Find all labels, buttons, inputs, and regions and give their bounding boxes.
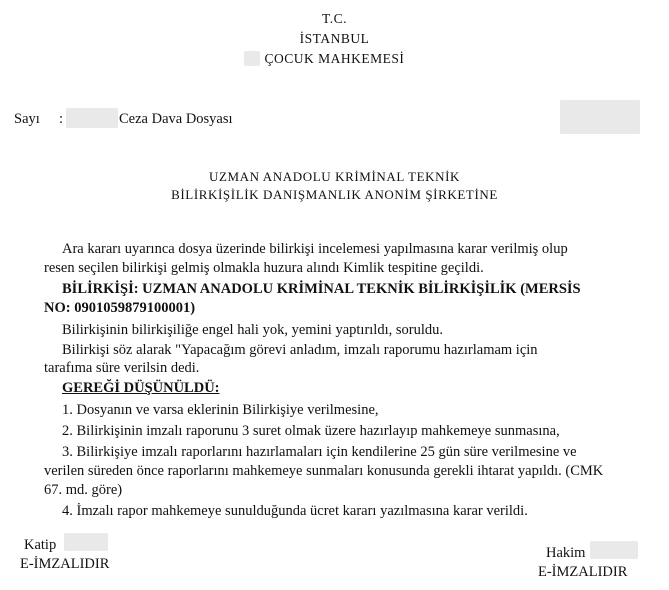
decision-item-3-line1: 3. Bilirkişiye imzalı raporlarını hazırlamaları için kendilerine 25 gün süre verilmesine ve <box>62 444 577 460</box>
reference-separator: : <box>59 111 64 127</box>
redacted-block <box>66 108 118 128</box>
header-tc: T.C. <box>322 11 347 26</box>
redacted-block <box>560 100 640 134</box>
intro-line2: resen seçilen bilirkişi gelmiş olmakla huzura alındı Kimlik tespitine geçildi. <box>44 260 484 276</box>
statement-line2: tarafıma süre verilsin dedi. <box>44 360 200 376</box>
clerk-signature: E-İMZALIDIR <box>20 556 110 572</box>
reference-text: Ceza Dava Dosyası <box>119 111 233 127</box>
decision-item-3-line2: verilen süreden önce raporlarını mahkemeye sunmaları konusunda gerekli ihtarat yapıldı. (CMK <box>44 463 604 479</box>
judge-title: Hakim <box>546 545 586 561</box>
header-court: ÇOCUK MAHKEMESİ <box>264 51 405 66</box>
intro-line1: Ara kararı uyarınca dosya üzerinde bilirkişi incelemesi yapılmasına karar verilmiş olup <box>62 241 568 257</box>
statement-line1: Bilirkişi söz alarak "Yapacağım görevi anladım, imzalı raporumu hazırlamam için <box>62 342 538 358</box>
decision-item-4: 4. İmzalı rapor mahkemeye sunulduğunda ücret kararı yazılmasına karar verildi. <box>62 503 528 519</box>
decision-item-2: 2. Bilirkişinin imzalı raporunu 3 suret olmak üzere hazırlayıp mahkemeye sunmasına, <box>62 423 560 439</box>
expert-line1: BİLİRKİŞİ: UZMAN ANADOLU KRİMİNAL TEKNİK BİLİRKİŞİLİK (MERSİS <box>62 281 581 297</box>
reference-label: Sayı <box>14 111 40 127</box>
decision-heading: GEREĞİ DÜŞÜNÜLDÜ: <box>62 380 220 396</box>
addressee-line1: UZMAN ANADOLU KRİMİNAL TEKNİK <box>208 169 461 184</box>
judge-signature: E-İMZALIDIR <box>538 564 628 580</box>
header-city: İSTANBUL <box>299 31 370 46</box>
redacted-block <box>64 533 108 551</box>
decision-item-3-line3: 67. md. göre) <box>44 482 123 498</box>
clerk-title: Katip <box>24 537 57 553</box>
redacted-block <box>590 541 638 559</box>
addressee-line2: BİLİRKİŞİLİK DANIŞMANLIK ANONİM ŞİRKETİNE <box>171 187 498 202</box>
decision-item-1: 1. Dosyanın ve varsa eklerinin Bilirkişiye verilmesine, <box>62 402 379 418</box>
oath-text: Bilirkişinin bilirkişiliğe engel hali yok, yemini yaptırıldı, soruldu. <box>62 322 443 338</box>
expert-line2: NO: 0901059879100001) <box>44 300 196 316</box>
